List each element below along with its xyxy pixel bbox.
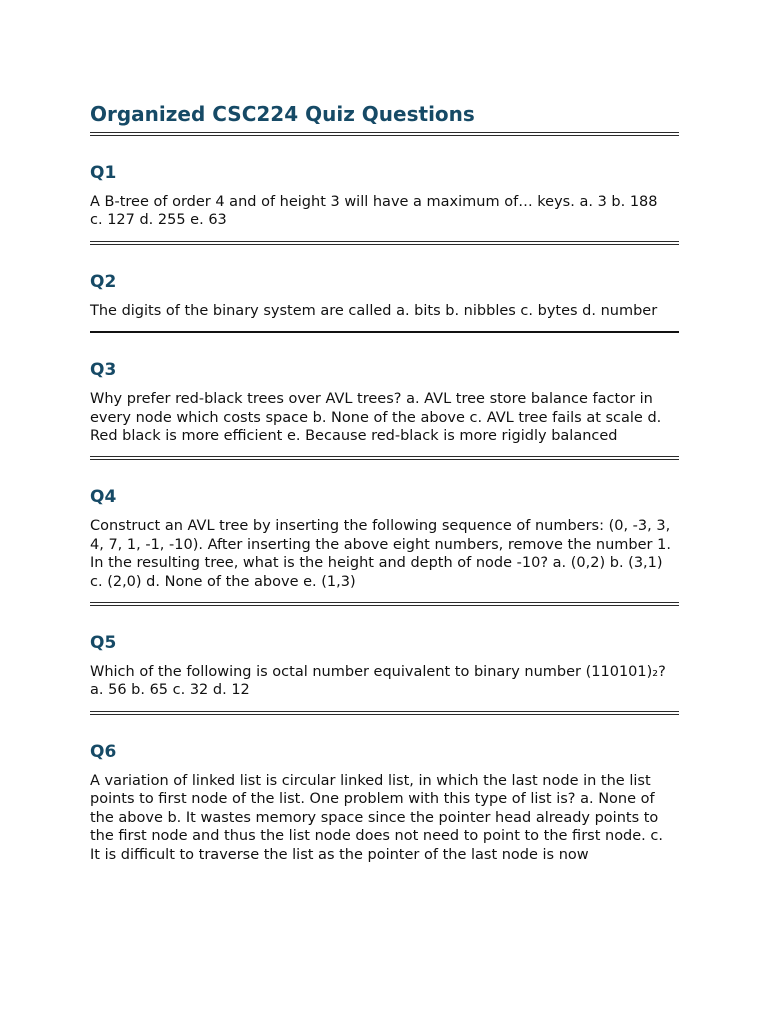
question-text: Which of the following is octal number equivalent to binary number (110101)₂? a. 56 b. 65 c. 32 d. 12 [90, 664, 666, 699]
title-divider [90, 132, 679, 136]
question-1 [90, 162, 679, 245]
question-4 [90, 486, 679, 606]
question-text: A variation of linked list is circular linked list, in which the last node in the list points to first node of the list. One problem with this type of list is? a. None of the above b. It wastes memory space since the pointer head already points to the first node and thus the list node does not need to point to the first node. c. It is difficult to traverse the list as the pointer of the last node is now [90, 772, 663, 863]
question-text: Why prefer red-black trees over AVL trees? a. AVL tree store balance factor in every node which costs space b. None of the above c. AVL tree fails at scale d. Red black is more efficient e. Because red-black is more rigidly balanced [90, 391, 662, 445]
question-5 [90, 632, 679, 715]
question-3 [90, 359, 679, 460]
question-divider [90, 331, 679, 333]
question-label: Q2 [90, 271, 117, 292]
document-title: Organized CSC224 Quiz Questions [90, 102, 475, 126]
question-text: A B-tree of order 4 and of height 3 will have a maximum of… keys. a. 3 b. 188 c. 127 d. 255 e. 63 [90, 194, 658, 229]
question-label: Q6 [90, 741, 117, 762]
document-page [90, 100, 679, 864]
question-text: The digits of the binary system are called a. bits b. nibbles c. bytes d. number [90, 302, 658, 319]
question-divider [90, 602, 679, 606]
question-label: Q3 [90, 360, 117, 381]
question-divider [90, 711, 679, 715]
question-6 [90, 741, 679, 864]
question-label: Q4 [90, 487, 117, 508]
question-divider [90, 456, 679, 460]
question-divider [90, 241, 679, 245]
question-2 [90, 271, 679, 333]
question-label: Q5 [90, 633, 117, 654]
question-label: Q1 [90, 163, 117, 183]
question-text: Construct an AVL tree by inserting the following sequence of numbers: (0, -3, 3, 4, 7, 1, -1, -10). After inserting the above eight numbers, remove the number 1. In the resulting tree, what is the height and depth of node -10? a. (0,2) b. (3,1) c. (2,0) d. None of the above e. (1,3) [90, 518, 671, 590]
